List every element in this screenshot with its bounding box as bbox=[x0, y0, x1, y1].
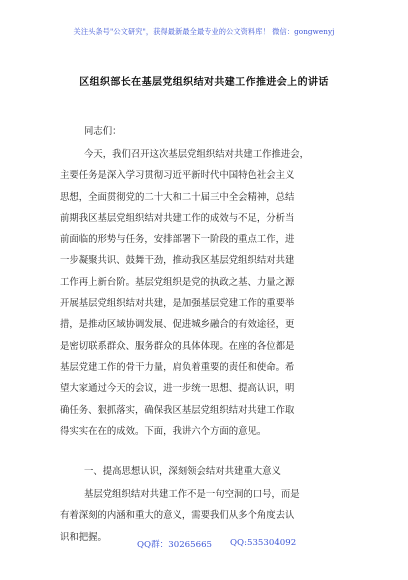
paragraph-line: 前期我区基层党组织结对共建工作的成效与不足，分析当 bbox=[60, 212, 295, 224]
paragraph-line: 基层党建工作的骨干力量，肩负着重要的责任和使命。希 bbox=[60, 361, 295, 373]
paragraph-line: 基层党组织结对共建工作不是一句空洞的口号，而是 bbox=[84, 489, 300, 500]
paragraph-line: 开展基层党组织结对共建，是加强基层党建工作的重要举 bbox=[60, 298, 295, 310]
paragraph-line: 望大家通过今天的会议，进一步统一思想、提高认识，明 bbox=[60, 383, 295, 395]
paragraph-line: 措，是推动区域协调发展、促进城乡融合的有效途径，更 bbox=[60, 319, 295, 331]
paragraph-line: 有着深刻的内涵和重大的意义，需要我们从多个角度去认 bbox=[60, 510, 295, 522]
document-title: 区组织部长在基层党组织结对共建工作推进会上的讲话 bbox=[79, 77, 329, 88]
paragraph-line: 主要任务是深入学习贯彻习近平新时代中国特色社会主义 bbox=[60, 170, 295, 182]
header-note: 关注头条号"公文研究"，获得最新最全最专业的公文资料库！ 微信：gongwenyj bbox=[73, 27, 335, 36]
paragraph-line: 一步凝聚共识、鼓舞干劲，推动我区基层党组织结对共建 bbox=[60, 255, 295, 267]
paragraph-line: 确任务、狠抓落实，确保我区基层党组织结对共建工作取 bbox=[60, 404, 295, 416]
paragraph-line: 是密切联系群众、服务群众的具体体现。在座的各位都是 bbox=[60, 340, 295, 352]
salutation: 同志们： bbox=[84, 126, 122, 137]
qq-number: QQ:535304092 bbox=[230, 538, 297, 548]
paragraph-line: 工作再上新台阶。基层党组织是党的执政之基、力量之源 bbox=[60, 276, 295, 288]
section-heading: 一、提高思想认识，深刻领会结对共建重大意义 bbox=[84, 466, 281, 477]
paragraph-line: 今天，我们召开这次基层党组织结对共建工作推进会， bbox=[84, 149, 310, 160]
paragraph-line: 前面临的形势与任务，安排部署下一阶段的重点工作，进 bbox=[60, 234, 295, 246]
paragraph-line: 识和把握。 bbox=[60, 531, 107, 543]
paragraph-1 bbox=[60, 144, 360, 442]
qq-group-number: QQ群：30265665 bbox=[137, 540, 213, 550]
paragraph-line: 思想，全面贯彻党的二十大和二十届三中全会精神，总结 bbox=[60, 191, 295, 203]
paragraph-line: 得实实在在的成效。下面，我讲六个方面的意见。 bbox=[60, 425, 267, 437]
